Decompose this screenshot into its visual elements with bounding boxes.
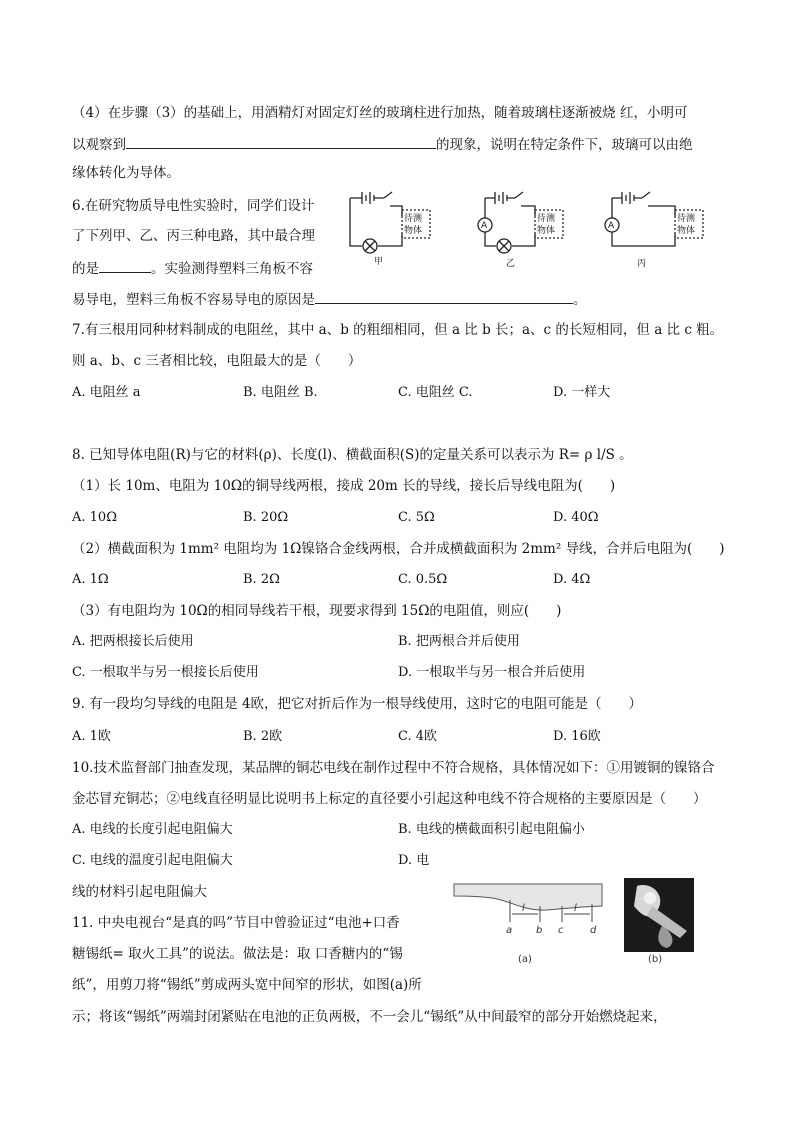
q7-line1: 7.有三根用同种材料制成的电阻丝，其中 a、b 的粗细相同，但 a 比 b 长；a、c 的长短相同，但 a 比 c 粗。 xyxy=(72,322,724,338)
q7-option-a: A. 电阻丝 a xyxy=(72,385,141,400)
text: 。实验测得塑料三角板不容 xyxy=(151,261,313,277)
tinfoil-figure xyxy=(452,876,697,976)
circuit-box-text: 待测 xyxy=(404,214,423,224)
point-label: c xyxy=(558,925,564,936)
q8-sub2: （2）横截面积为 1mm² 电阻均为 1Ω镍铬合金线两根，合并成横截面积为 2mm² 导线，合并后电阻为( ) xyxy=(72,541,725,557)
text: 。 xyxy=(573,292,587,308)
length-label: l xyxy=(522,903,525,914)
circuit-diagrams xyxy=(340,186,720,276)
q11-line1: 11. 中央电视台“是真的吗”节目中曾验证过“电池+口香 xyxy=(72,915,400,931)
answer-blank xyxy=(99,257,151,273)
ammeter-label: A xyxy=(608,221,615,231)
q8-sub2-option-a: A. 1Ω xyxy=(72,572,109,587)
q8-sub2-option-c: C. 0.5Ω xyxy=(398,572,448,587)
circuit-box-text: 待测 xyxy=(677,214,696,224)
answer-blank xyxy=(126,133,436,149)
q8-sub1-option-d: D. 40Ω xyxy=(553,510,599,525)
q8-sub1: （1）长 10m、电阻为 10Ω的铜导线两根，接成 20m 长的导线，接长后导线电阻为( ) xyxy=(72,478,616,494)
circuit-label: 丙 xyxy=(637,259,647,269)
text: 的是 xyxy=(72,261,99,277)
figure-a-label: (a) xyxy=(518,954,532,965)
q10-option-d: D. 电 xyxy=(398,853,430,868)
q8-sub1-option-a: A. 10Ω xyxy=(72,510,117,525)
answer-blank xyxy=(315,288,573,304)
q6-line3 xyxy=(72,257,313,279)
q5-part4-line2 xyxy=(72,133,693,155)
q7-option-d: D. 一样大 xyxy=(553,385,611,400)
q9-stem: 9. 有一段均匀导线的电阻是 4欧，把它对折后作为一根导线使用，这时它的电阻可能是（ ） xyxy=(72,696,643,712)
q7-option-c: C. 电阻丝 C. xyxy=(398,385,473,400)
q5-part4-line1: （4）在步骤（3）的基础上，用酒精灯对固定灯丝的玻璃柱进行加热，随着玻璃柱逐渐被烧 红，小明可 xyxy=(72,105,688,121)
q11-line2: 糖锡纸= 取火工具”的说法。做法是：取 口香糖内的“锡 xyxy=(72,946,403,962)
circuit-label: 乙 xyxy=(506,259,516,269)
ammeter-label: A xyxy=(481,221,488,231)
q8-sub3-option-a: A. 把两根接长后使用 xyxy=(72,634,194,649)
text: 的现象，说明在特定条件下，玻璃可以由绝 xyxy=(436,137,693,153)
circuit-box-text: 物体 xyxy=(677,226,696,236)
q6-line1: 6.在研究物质导电性实验时，同学们设计 xyxy=(72,198,315,214)
point-label: b xyxy=(536,925,543,936)
q10-option-c: C. 电线的温度引起电阻偏大 xyxy=(72,853,233,868)
q9-option-b: B. 2欧 xyxy=(243,729,283,744)
q5-part4-line3: 缘体转化为导体。 xyxy=(72,165,180,181)
q8-sub3: （3）有电阻均为 10Ω的相同导线若干根，现要求得到 15Ω的电阻值，则应( ) xyxy=(72,603,562,619)
q10-line1: 10.技术监督部门抽查发现，某品牌的铜芯电线在制作过程中不符合规格，具体情况如下：①用镀铜的镍铬合 xyxy=(72,760,715,776)
length-label: l xyxy=(574,903,577,914)
q8-stem: 8. 已知导体电阻(R)与它的材料(ρ)、长度(l)、横截面积(S)的定量关系可以表示为 R= ρ l/S 。 xyxy=(72,447,633,463)
q11-line4: 示；将该“锡纸”两端封闭紧贴在电池的正负两极，不一会儿“锡纸”从中间最窄的部分开始燃烧起来， xyxy=(72,1009,667,1025)
circuit-box-text: 物体 xyxy=(404,226,423,236)
q8-sub3-option-d: D. 一根取半与另一根合并后使用 xyxy=(398,665,586,680)
point-label: d xyxy=(590,925,597,936)
figure-b-label: (b) xyxy=(648,954,663,965)
q11-line3: 纸”，用剪刀将“锡纸”剪成两头宽中间窄的形状，如图(a)所 xyxy=(72,977,422,993)
circuit-label: 甲 xyxy=(374,257,384,267)
q8-sub3-option-b: B. 把两根合并后使用 xyxy=(398,634,520,649)
q10-line2: 金芯冒充铜芯；②电线直径明显比说明书上标定的直径要小引起这种电线不符合规格的主要原因是（ ） xyxy=(72,791,707,807)
q10-option-b: B. 电线的横截面积引起电阻偏小 xyxy=(398,822,585,837)
q6-line2: 了下列甲、乙、丙三种电路，其中最合理 xyxy=(72,228,315,244)
q10-option-a: A. 电线的长度引起电阻偏大 xyxy=(72,822,233,837)
point-label: a xyxy=(506,925,513,936)
q9-option-a: A. 1欧 xyxy=(72,729,111,744)
q8-sub1-option-b: B. 20Ω xyxy=(243,510,289,525)
circuit-box-text: 待测 xyxy=(537,214,556,224)
q10-option-d-continued: 线的材料引起电阻偏大 xyxy=(72,884,207,900)
q6-line4 xyxy=(72,288,587,310)
q8-sub2-option-d: D. 4Ω xyxy=(553,572,591,587)
text: 以观察到 xyxy=(72,137,126,153)
q7-line2: 则 a、b、c 三者相比较，电阻最大的是（ ） xyxy=(72,353,362,369)
q9-option-d: D. 16欧 xyxy=(553,729,601,744)
q8-sub2-option-b: B. 2Ω xyxy=(243,572,280,587)
circuit-box-text: 物体 xyxy=(537,226,556,236)
q8-sub3-option-c: C. 一根取半与另一根接长后使用 xyxy=(72,665,259,680)
photo-b xyxy=(624,878,694,952)
q9-option-c: C. 4欧 xyxy=(398,729,438,744)
q7-option-b: B. 电阻丝 B. xyxy=(243,385,318,400)
q8-sub1-option-c: C. 5Ω xyxy=(398,510,435,525)
text: 易导电，塑料三角板不容易导电的原因是 xyxy=(72,292,315,308)
